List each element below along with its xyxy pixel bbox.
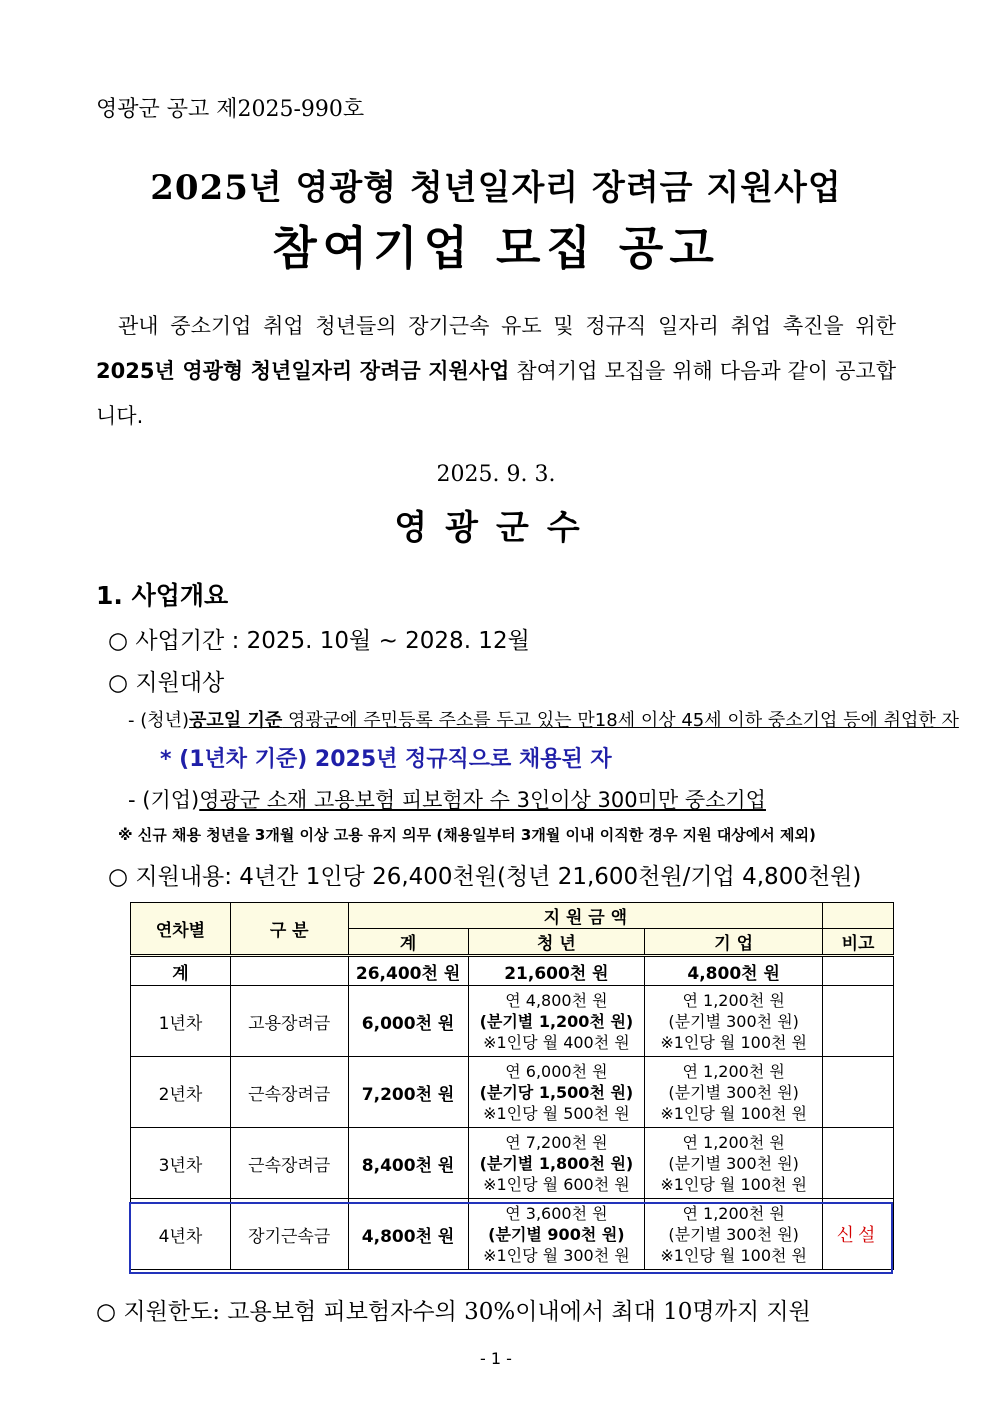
- cell-remark: [823, 986, 894, 1057]
- cell-company: 4,800천 원: [645, 956, 823, 986]
- intro-part2: 참여기업 모집을 위해 다음과 같이 공고합니다.: [96, 359, 896, 428]
- header-youth: 청 년: [468, 929, 645, 956]
- header-total: 계: [348, 929, 468, 956]
- page-number: - 1 -: [480, 1349, 512, 1368]
- company-rest: 영광군 소재 고용보험 피보험자 수 3인이상 300미만 중소기업: [199, 788, 766, 812]
- cell-company: [645, 986, 823, 1057]
- cell-total: 26,400천 원: [348, 956, 468, 986]
- intro-part1: 관내 중소기업 취업 청년들의 장기근속 유도 및 정규직 일자리 취업 촉진을 위한: [118, 314, 896, 338]
- cell-total: 7,200천 원: [348, 1057, 468, 1128]
- header-amount: 지 원 금 액: [348, 903, 822, 929]
- cell-category: [230, 956, 348, 986]
- intro-bold: 2025년 영광형 청년일자리 장려금 지원사업: [96, 359, 510, 383]
- table-row-total: [131, 956, 894, 986]
- company-prefix: - (기업): [128, 788, 200, 812]
- youth-quarterly: (분기별 1,200천 원): [479, 1011, 634, 1031]
- company-annual: 연 1,200천 원: [682, 1203, 785, 1223]
- youth-monthly: ※1인당 월 500천 원: [483, 1103, 630, 1123]
- cell-youth: 21,600천 원: [468, 956, 645, 986]
- cell-year: 4년차: [131, 1199, 231, 1270]
- notice-date: 2025. 9. 3.: [436, 462, 556, 487]
- company-monthly: ※1인당 월 100천 원: [660, 1032, 807, 1052]
- table-row: [131, 986, 894, 1057]
- cell-category: 근속장려금: [230, 1128, 348, 1199]
- cell-remark: [823, 1057, 894, 1128]
- cell-youth: [468, 1128, 645, 1199]
- cell-remark: [823, 956, 894, 986]
- company-monthly: ※1인당 월 100천 원: [660, 1103, 807, 1123]
- header-year: 연차별: [131, 903, 231, 956]
- youth-annual: 연 4,800천 원: [505, 990, 608, 1010]
- company-annual: 연 1,200천 원: [682, 1061, 785, 1081]
- youth-annual: 연 6,000천 원: [505, 1061, 608, 1081]
- cell-label: 계: [131, 956, 231, 986]
- cell-total: 8,400천 원: [348, 1128, 468, 1199]
- company-monthly: ※1인당 월 100천 원: [660, 1174, 807, 1194]
- youth-monthly: ※1인당 월 600천 원: [483, 1174, 630, 1194]
- youth-monthly: ※1인당 월 400천 원: [483, 1032, 630, 1052]
- youth-annual: 연 7,200천 원: [505, 1132, 608, 1152]
- header-remark: 비고: [823, 929, 894, 956]
- company-quarterly: (분기별 300천 원): [668, 1011, 799, 1031]
- cell-total: 4,800천 원: [348, 1199, 468, 1270]
- intro-paragraph: [96, 304, 896, 439]
- cell-category: 장기근속금: [230, 1199, 348, 1270]
- section-heading: 1. 사업개요: [96, 581, 229, 610]
- title-line-2: 참여기업 모집 공고: [272, 221, 720, 275]
- table-row: [131, 1128, 894, 1199]
- notice-number: 영광군 공고 제2025-990호: [96, 97, 365, 122]
- business-period: ○ 사업기간 : 2025. 10월 ~ 2028. 12월: [108, 628, 530, 654]
- company-quarterly: (분기별 300천 원): [668, 1224, 799, 1244]
- row-highlight-box: [129, 1202, 893, 1274]
- cell-year: 2년차: [131, 1057, 231, 1128]
- cell-total: 6,000천 원: [348, 986, 468, 1057]
- cell-year: 3년차: [131, 1128, 231, 1199]
- youth-annual: 연 3,600천 원: [505, 1203, 608, 1223]
- support-content: ○ 지원내용: 4년간 1인당 26,400천원(청년 21,600천원/기업 4,800천원): [108, 864, 862, 890]
- youth-note: * (1년차 기준) 2025년 정규직으로 채용된 자: [160, 747, 612, 772]
- cell-youth: [468, 986, 645, 1057]
- title-line-1: 2025년 영광형 청년일자리 장려금 지원사업: [150, 168, 842, 208]
- cell-company: [645, 1057, 823, 1128]
- header-company: 기 업: [645, 929, 823, 956]
- header-category: 구 분: [230, 903, 348, 956]
- youth-rest: 영광군에 주민등록 주소를 두고 있는 만18세 이상 45세 이하 중소기업 등에 취업한 자: [282, 710, 959, 731]
- company-quarterly: (분기별 300천 원): [668, 1082, 799, 1102]
- company-annual: 연 1,200천 원: [682, 990, 785, 1010]
- cell-remark: [823, 1128, 894, 1199]
- youth-quarterly: (분기별 900천 원): [488, 1224, 625, 1244]
- youth-prefix: - (청년): [128, 710, 190, 731]
- company-quarterly: (분기별 300천 원): [668, 1153, 799, 1173]
- support-limit: ○ 지원한도: 고용보험 피보험자수의 30%이내에서 최대 10명까지 지원: [96, 1299, 811, 1325]
- new-badge: 신설: [823, 1199, 894, 1270]
- cell-youth: [468, 1057, 645, 1128]
- cell-company: [645, 1128, 823, 1199]
- company-annual: 연 1,200천 원: [682, 1132, 785, 1152]
- cell-year: 1년차: [131, 986, 231, 1057]
- signer: 영광군수: [394, 508, 598, 548]
- company-monthly: ※1인당 월 100천 원: [660, 1245, 807, 1265]
- obligation-note: ※ 신규 채용 청년을 3개월 이상 고용 유지 의무 (채용일부터 3개월 이내 이직한 경우 지원 대상에서 제외): [118, 826, 816, 844]
- header-blank: [823, 903, 894, 929]
- table-row: [131, 1057, 894, 1128]
- youth-monthly: ※1인당 월 300천 원: [483, 1245, 630, 1265]
- youth-quarterly: (분기당 1,500천 원): [479, 1082, 634, 1102]
- support-target: ○ 지원대상: [108, 670, 225, 696]
- cell-category: 근속장려금: [230, 1057, 348, 1128]
- company-criteria: [128, 784, 766, 814]
- youth-criteria: [128, 706, 959, 732]
- cell-category: 고용장려금: [230, 986, 348, 1057]
- youth-quarterly: (분기별 1,800천 원): [479, 1153, 634, 1173]
- youth-bold: 공고일 기준: [189, 710, 283, 731]
